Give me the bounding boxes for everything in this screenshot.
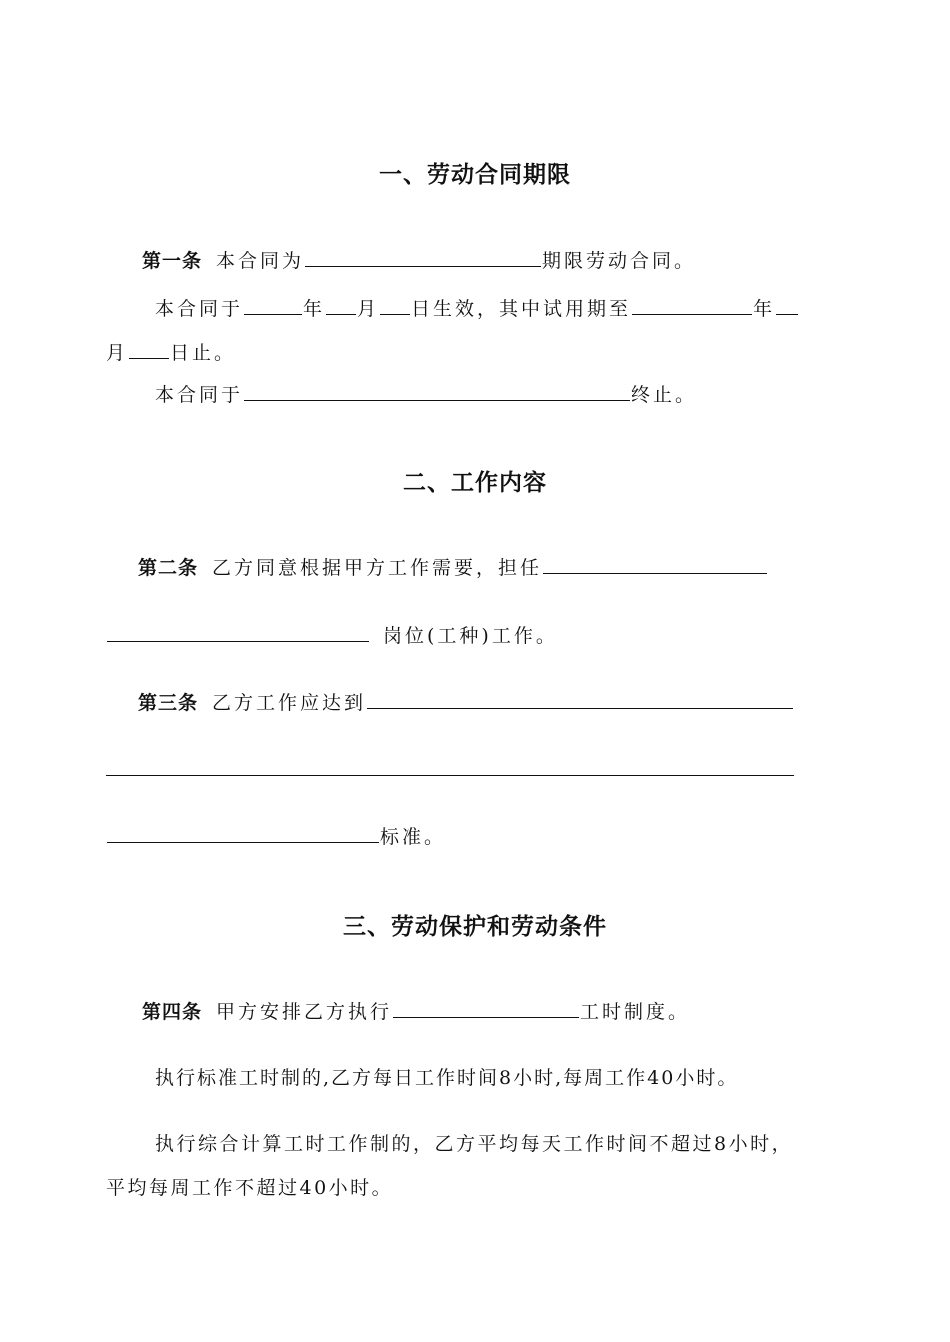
article-4-label: 第四条 xyxy=(142,1001,203,1023)
termination-prefix: 本合同于 xyxy=(155,384,244,406)
section-2-title: 二、工作内容 xyxy=(403,470,547,496)
probation-day-blank[interactable] xyxy=(129,338,169,359)
article-4-line xyxy=(142,997,690,1024)
effective-day-text: 日生效，其中试用期至 xyxy=(411,298,632,320)
termination-line xyxy=(155,380,697,407)
section-1-title: 一、劳动合同期限 xyxy=(379,162,571,188)
article-2-cont-line xyxy=(106,621,558,648)
effective-date-line xyxy=(155,294,799,321)
probation-year-blank[interactable] xyxy=(632,294,752,315)
year-label: 年 xyxy=(753,298,776,320)
article-1-label: 第一条 xyxy=(142,250,203,272)
article-2-line xyxy=(138,553,768,580)
article-3-suffix: 标准。 xyxy=(380,826,447,848)
working-hours-blank[interactable] xyxy=(393,997,579,1018)
effective-year-blank[interactable] xyxy=(244,294,302,315)
article-1-text: 本合同为 xyxy=(216,250,305,272)
article-3-end-line xyxy=(106,822,446,849)
effective-day-blank[interactable] xyxy=(380,294,410,315)
article-4-suffix: 工时制度。 xyxy=(580,1001,691,1023)
article-3-text: 乙方工作应达到 xyxy=(212,692,367,714)
month-label: 月 xyxy=(357,298,380,320)
standard-blank-3[interactable] xyxy=(107,822,379,843)
article-1-suffix: 期限劳动合同。 xyxy=(542,250,697,272)
article-2-text: 乙方同意根据甲方工作需要，担任 xyxy=(212,557,543,579)
article-4-text: 甲方安排乙方执行 xyxy=(216,1001,393,1023)
effective-month-blank[interactable] xyxy=(326,294,356,315)
standard-hours-paragraph: 执行标准工时制的,乙方每日工作时间8小时,每周工作40小时。 xyxy=(155,1067,739,1089)
contract-term-blank[interactable] xyxy=(305,246,541,267)
standard-blank-2[interactable] xyxy=(106,775,794,776)
article-2-suffix: 岗位(工种)工作。 xyxy=(383,625,558,647)
article-3-line xyxy=(138,688,794,715)
year-label: 年 xyxy=(303,298,326,320)
article-2-label: 第二条 xyxy=(138,557,199,579)
probation-month-blank[interactable] xyxy=(776,294,798,315)
article-1-line xyxy=(142,246,696,273)
termination-suffix: 终止。 xyxy=(631,384,698,406)
probation-end-line xyxy=(106,338,236,365)
section-3-title: 三、劳动保护和劳动条件 xyxy=(343,914,607,940)
effective-prefix: 本合同于 xyxy=(155,298,244,320)
article-3-label: 第三条 xyxy=(138,692,199,714)
probation-end-text: 日止。 xyxy=(170,342,237,364)
standard-blank-1[interactable] xyxy=(367,688,793,709)
month-label: 月 xyxy=(106,342,129,364)
termination-blank[interactable] xyxy=(244,380,630,401)
comprehensive-hours-line-2: 平均每周工作不超过40小时。 xyxy=(106,1177,394,1199)
position-blank-1[interactable] xyxy=(543,553,767,574)
position-blank-2[interactable] xyxy=(107,621,369,642)
comprehensive-hours-line-1: 执行综合计算工时工作制的，乙方平均每天工作时间不超过8小时， xyxy=(155,1133,794,1155)
